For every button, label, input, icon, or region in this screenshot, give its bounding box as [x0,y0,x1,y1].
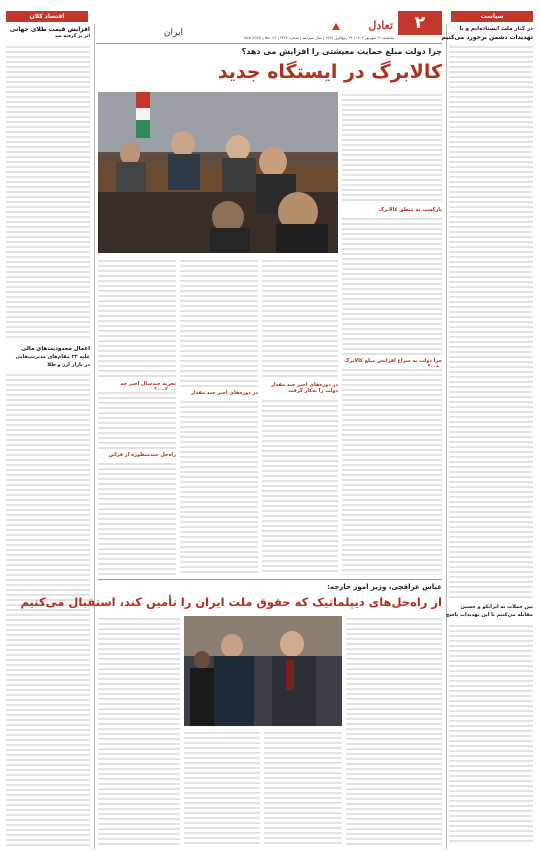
date-line-text: پنجشنبه ۲۶ شهریور ۱۴۰۴ | ۲۴ ربیع‌الاول ۱۴۴۷ | سال سیزدهم | شماره ۳۳۶۳ | 17 .Sep 2025 | No. [242,36,394,40]
right-kicker-text: در کنار ملت ایستاده‌ایم و با [459,26,533,32]
lead-col-3-body [262,258,338,380]
lead-col-4-body-2 [342,367,442,575]
paper-logo [345,19,393,33]
right-bottom-headline-text: مقابله می‌کنیم تا این تهدیدات پاسخ [446,612,533,618]
lead-subhead-2-text: چرا دولت به سراغ افزایش مبلغ کالابرگ [344,358,442,364]
left-article-body [6,44,90,340]
feature-photo [184,616,342,726]
mid-subhead-3 [180,390,258,396]
left-mid-subline [6,354,90,360]
lead-col-2-body [180,258,258,388]
mid-subhead-3-text: در دوره‌های اخیر چند مقدار [190,390,258,396]
feature-kicker-text: عباس عراقچی، وزیر امور خارجه: [327,583,442,591]
left-subline-text: اثر بر گرفته شد [54,34,90,39]
lead-kicker-text: چرا دولت مبلغ حمایت معیشتی را افزایش می دهد؟ [241,47,442,56]
left-headline [6,26,90,33]
left-column-divider [94,24,95,849]
lead-subhead-1-text: بازگشت به منطق کالابرگ [378,207,442,213]
left-subline [6,34,90,39]
feature-col-1-body [98,616,180,846]
feature-kicker [98,583,442,591]
left-mid-headline-text: اعمال محدودیت‌های مالی [21,346,90,352]
feature-top-rule [98,579,442,580]
left-mid-subline-2-text: در بازار ارز و طلا [47,362,90,368]
right-column-divider [446,24,447,849]
mid-subhead-2-text: راه‌حل چندمنظوره از قرائن [108,452,176,458]
left-mid-subline-text: علیه ۲۲ مقام‌های مدیریت‌هایی [15,354,90,360]
left-mid-subline-2 [6,362,90,368]
page-number: ۲ [414,13,426,33]
lead-col-2-body-2 [180,399,258,575]
lead-col-1-body-3 [98,461,176,575]
right-bottom-headline [446,612,533,618]
feature-col-4-body [346,616,442,846]
feature-col-2-body [184,730,260,846]
feature-col-3-body [264,730,342,846]
section-center-text: ایران [163,28,183,38]
feature-headline [20,594,442,610]
right-bottom-body [449,623,533,845]
section-tab-macro [6,11,88,22]
lead-col-1-body [98,258,176,378]
right-bottom-kicker [449,604,533,610]
lead-subhead-3-text: در دوره‌های اخیر چند مقدار دولت را به‌کار گرفت [270,382,338,394]
right-article-body [449,44,533,599]
lead-headline [98,60,442,84]
section-tab-politics [451,11,533,22]
lead-col-3-body-2 [262,398,338,575]
date-line [190,36,394,40]
lead-subhead-3 [262,382,338,394]
lead-photo-art [98,92,338,253]
lead-subhead-1 [342,207,442,213]
left-mid-headline [6,346,90,352]
right-kicker [449,26,533,32]
mid-subhead-1-text: تجربه چندسال اخیر چه [120,381,176,387]
lead-col-1-body-2 [98,390,176,450]
header-rule [96,43,442,44]
lead-col-4-body [342,216,442,356]
right-headline-text: تهدیدات دشمن برخورد می‌کنیم [441,34,533,41]
right-bottom-kicker-text: بین حملات به ایرانکو و حسین [460,604,533,610]
feature-photo-art [184,616,342,726]
lead-headline-text: کالابرگ در ایستگاه جدید [217,61,442,83]
section-label-macro: اقتصاد کلان [29,13,65,20]
page-number-box [398,11,442,35]
logo-triangle-icon [332,23,340,30]
lead-kicker [98,47,442,56]
mid-subhead-2 [98,452,176,458]
feature-headline-text: از راه‌حل‌های دیپلماتیک که حقوق ملت ایران را تأمین کند، استقبال می‌کنیم [20,595,442,609]
right-headline [441,34,533,41]
lead-photo [98,92,338,253]
section-name-center [103,28,183,38]
section-label-politics: سیاست [480,13,504,20]
lead-intro-body [342,92,442,204]
paper-logo-text: تعادل [368,19,393,32]
left-headline-text: افزایش قیمت طلای جهانی [9,26,90,33]
